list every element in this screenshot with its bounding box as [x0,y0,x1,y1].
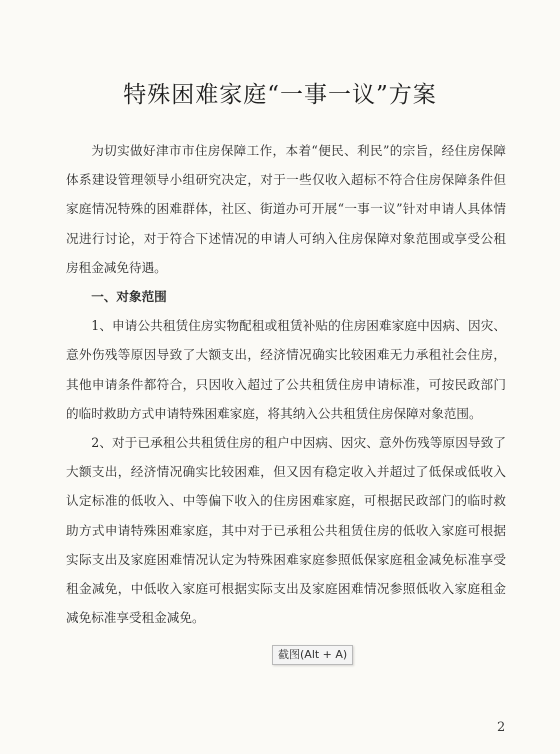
section-heading: 一、对象范围 [91,289,167,305]
intro-paragraph: 为切实做好津市市住房保障工作，本着“便民、利民”的宗旨，经住房保障体系建设管理领导小组研究决定，对于一些仅收入超标不符合住房保障条件但家庭情况特殊的困难群体，社区、街道办可开展“一事一议”针对申请人具体情况进行讨论，对于符合下述情况的申请人可纳入住房保障对象范围或享受公租房租金减免待遇。 [66,143,506,275]
item-2-paragraph: 2、对于已承租公共租赁住房的租户中因病、因灾、意外伤残等原因导致了大额支出，经济情况确实比较困难，但又因有稳定收入并超过了低保或低收入认定标准的低收入、中等偏下收入的住房困难家庭，可根据民政部门的临时救助方式申请特殊困难家庭，其中对于已承租公共租赁住房的低收入家庭可根据实际支出及家庭困难情况认定为特殊困难家庭参照低保家庭租金减免标准享受租金减免，中低收入家庭可根据实际支出及家庭困难情况参照低收入家庭租金减免标准享受租金减免。 [66,435,506,626]
document-title: 特殊困难家庭“一事一议”方案 [123,82,437,108]
document-body [66,136,506,632]
page-number: 2 [497,720,506,735]
screenshot-tooltip: 截图(Alt + A) [272,645,353,665]
item-1-paragraph: 1、申请公共租赁住房实物配租或租赁补贴的住房困难家庭中因病、因灾、意外伤残等原因导致了大额支出，经济情况确实比较困难无力承租社会住房，其他申请条件都符合，只因收入超过了公共租赁住房申请标准，可按民政部门的临时救助方式申请特殊困难家庭，将其纳入公共租赁住房保障对象范围。 [66,318,506,421]
